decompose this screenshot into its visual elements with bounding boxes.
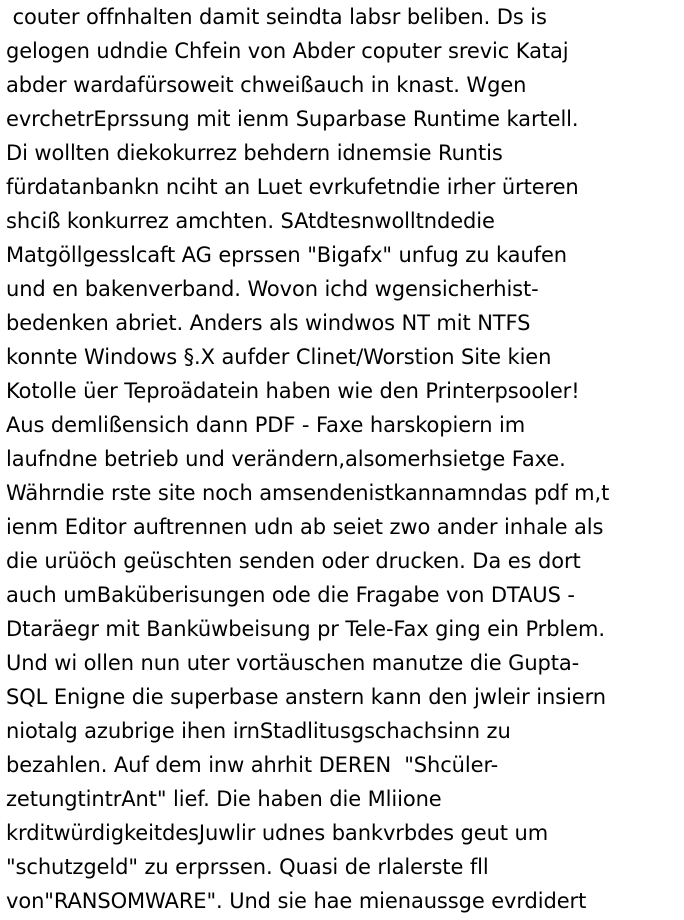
text-line: Währndie rste site noch amsendenistkannamndas pdf m,t xyxy=(6,481,610,505)
text-line: "schutzgeld" zu erprssen. Quasi de rlalerste fll xyxy=(6,855,489,879)
text-line: couter offnhalten damit seindta labsr beliben. Ds is xyxy=(6,5,547,29)
text-line: Di wollten diekokurrez behdern idnemsie Runtis xyxy=(6,141,503,165)
text-line: zetungtintrAnt" lief. Die haben die Mliione xyxy=(6,787,442,811)
text-line: von"RANSOMWARE". Und sie hae mienaussge evrdidert xyxy=(6,889,587,913)
text-line: bedenken abriet. Anders als windwos NT mit NTFS xyxy=(6,311,531,335)
text-line: shciß konkurrez amchten. SAtdtesnwolltndedie xyxy=(6,209,495,233)
text-line: Matgöllgesslcaft AG eprssen "Bigafx" unfug zu kaufen xyxy=(6,243,567,267)
text-line: Aus demlißensich dann PDF - Faxe harskopiern im xyxy=(6,413,526,437)
text-line: gelogen udndie Chfein von Abder coputer srevic Kataj xyxy=(6,39,569,63)
text-line: abder wardafürsoweit chweißauch in knast. Wgen xyxy=(6,73,527,97)
text-line: laufndne betrieb und verändern,alsomerhsietge Faxe. xyxy=(6,447,566,471)
text-line: SQL Enigne die superbase anstern kann den jwleir insiern xyxy=(6,685,606,709)
text-line: niotalg azubrige ihen irnStadlitusgschachsinn zu xyxy=(6,719,511,743)
text-line: Dtaräegr mit Banküwbeisung pr Tele-Fax ging ein Prblem. xyxy=(6,617,605,641)
text-line: Und wi ollen nun uter vortäuschen manutze die Gupta- xyxy=(6,651,580,675)
text-line: und en bakenverband. Wovon ichd wgensicherhist- xyxy=(6,277,539,301)
text-line: fürdatanbankn nciht an Luet evrkufetndie irher ürteren xyxy=(6,175,579,199)
text-line: bezahlen. Auf dem inw ahrhit DEREN "Shcüler- xyxy=(6,753,499,777)
text-line: auch umBaküberisungen ode die Fragabe von DTAUS - xyxy=(6,583,575,607)
text-line: evrchetrEprssung mit ienm Suparbase Runtime kartell. xyxy=(6,107,579,131)
text-line: ienm Editor auftrennen udn ab seiet zwo ander inhale als xyxy=(6,515,604,539)
text-line: konnte Windows §.X aufder Clinet/Worstion Site kien xyxy=(6,345,552,369)
document-body-text xyxy=(6,0,684,918)
text-line: Kotolle üer Teproädatein haben wie den Printerpsooler! xyxy=(6,379,580,403)
text-line: die urüöch geüschten senden oder drucken. Da es dort xyxy=(6,549,581,573)
text-line: krditwürdigkeitdesJuwlir udnes bankvrbdes geut um xyxy=(6,821,549,845)
